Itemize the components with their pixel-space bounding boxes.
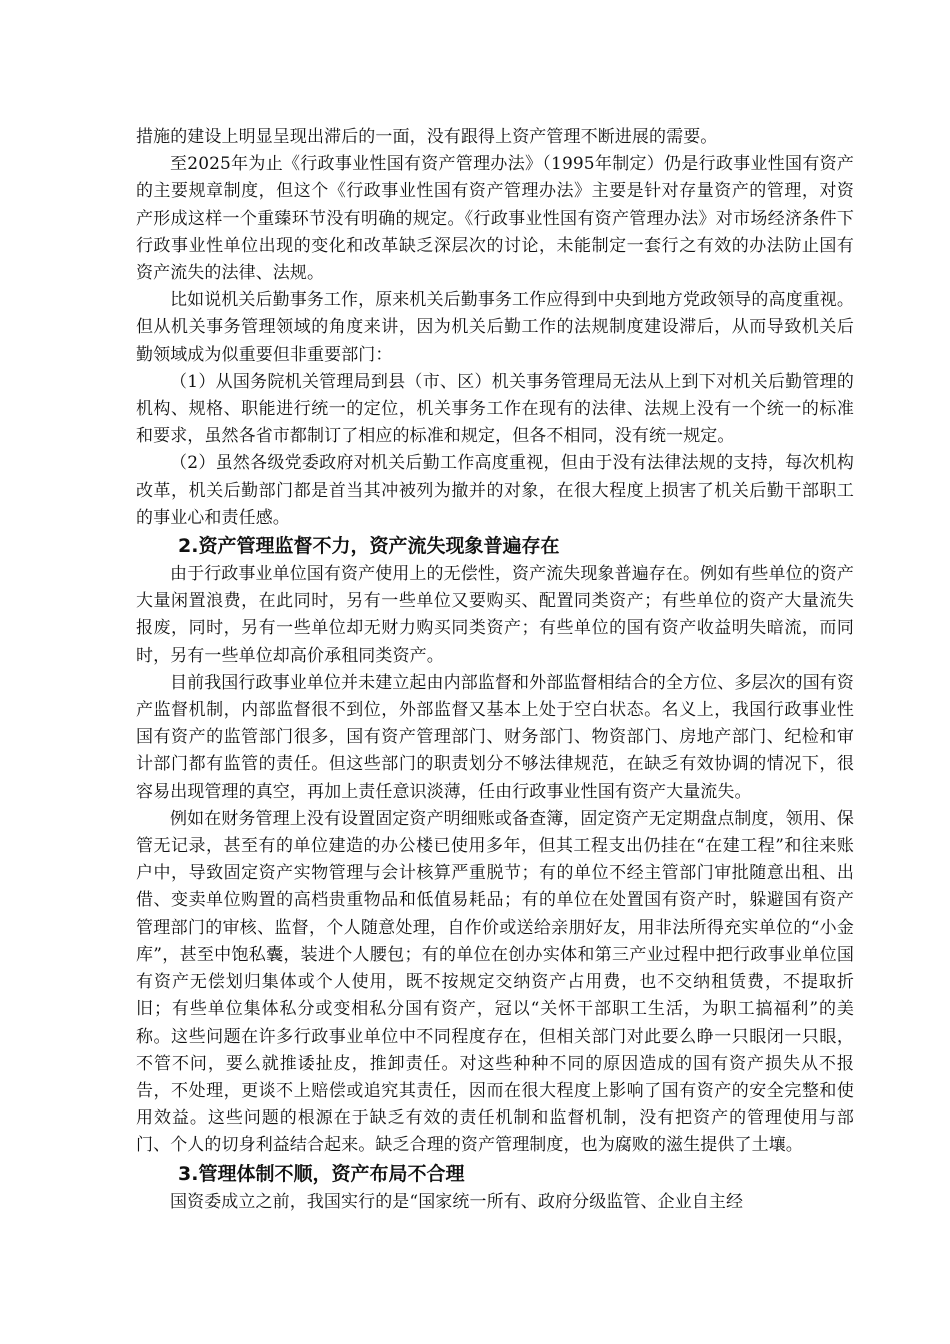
paragraph-asset-loss: 由于行政事业单位国有资产使用上的无偿性，资产流失现象普遍存在。例如有些单位的资产大量闲置浪费，在此同时，另有一些单位又要购买、配置同类资产；有些单位的资产大量流失报废，同时，另有一些单位却无财力购买同类资产；有些单位的国有资产收益明失暗流，而同时，另有一些单位却高价承租同类资产。 [136,564,854,666]
section-heading-2: 2.资产管理监督不力，资产流失现象普遍存在 [178,535,560,558]
paragraph-item-1: （1）从国务院机关管理局到县（市、区）机关事务管理局无法从上到下对机关后勤管理的机构、规格、职能进行统一的定位，机关事务工作在现有的法律、法规上没有一个统一的标准和要求，虽然各省市都制订了相应的标准和规定，但各不相同，没有统一规定。 [136,371,854,447]
paragraph-logistics: 比如说机关后勤事务工作，原来机关后勤事务工作应得到中央到地方党政领导的高度重视。但从机关事务管理领域的角度来讲，因为机关后勤工作的法规制度建设滞后，从而导致机关后勤领域成为似重要但非重要部门： [136,290,854,365]
paragraph-continuation: 措施的建设上明显呈现出滞后的一面，没有跟得上资产管理不断进展的需要。 [136,127,718,147]
paragraph-supervision: 目前我国行政事业单位并未建立起由内部监督和外部监督相结合的全方位、多层次的国有资产监督机制，内部监督很不到位，外部监督又基本上处于空白状态。名义上，我国行政事业性国有资产的监管部门很多，国有资产管理部门、财务部门、物资部门、房地产部门、纪检和审计部门都有监管的责任。但这些部门的职责划分不够法律规范，在缺乏有效协调的情况下，很容易出现管理的真空，再加上责任意识淡薄，任由行政事业性国有资产大量流失。 [136,672,854,802]
paragraph-item-2: （2）虽然各级党委政府对机关后勤工作高度重视，但由于没有法律法规的支持，每次机构改革，机关后勤部门都是首当其冲被列为撤并的对象，在很大程度上损害了机关后勤干部职工的事业心和责任感。 [136,453,854,528]
document-page [136,124,854,1216]
section-heading-3: 3.管理体制不顺，资产布局不合理 [178,1162,465,1185]
paragraph-sasac: 国资委成立之前，我国实行的是“国家统一所有、政府分级监管、企业自主经 [170,1191,744,1212]
paragraph-regulations: 至2025年为止《行政事业性国有资产管理办法》（1995年制定）仍是行政事业性国有资产的主要规章制度，但这个《行政事业性国有资产管理办法》主要是针对存量资产的管理，对资产形成这样一个重臻环节没有明确的规定。《行政事业性国有资产管理办法》对市场经济条件下行政事业性单位出现的变化和改革缺乏深层次的讨论，未能制定一套行之有效的办法防止国有资产流失的法律、法规。 [136,154,854,284]
paragraph-examples: 例如在财务管理上没有设置固定资产明细账或备查簿，固定资产无定期盘点制度，领用、保管无记录，甚至有的单位建造的办公楼已使用多年，但其工程支出仍挂在“在建工程”和往来账户中，导致固定资产实物管理与会计核算严重脱节；有的单位不经主管部门审批随意出租、出借、变卖单位购置的高档贵重物品和低值易耗品；有的单位在处置国有资产时，躲避国有资产管理部门的审核、监督，个人随意处理，自作价或送给亲朋好友，用非法所得充实单位的“小金库”，甚至中饱私囊，装进个人腰包；有的单位在创办实体和第三产业过程中把行政事业单位国有资产无偿划归集体或个人使用，既不按规定交纳资产占用费，也不交纳租赁费，不提取折旧；有些单位集体私分或变相私分国有资产，冠以“关怀干部职工生活，为职工搞福利”的美称。这些问题在许多行政事业单位中不同程度存在，但相关部门对此要么睁一只眼闭一只眼，不管不问，要么就推诿扯皮，推卸责任。对这些种种不同的原因造成的国有资产损失从不报告，不处理，更谈不上赔偿或追究其责任，因而在很大程度上影响了国有资产的安全完整和使用效益。这些问题的根源在于缺乏有效的责任机制和监督机制，没有把资产的管理使用与部门、个人的切身利益结合起来。缺乏合理的资产管理制度，也为腐败的滋生提供了土壤。 [136,808,854,1156]
